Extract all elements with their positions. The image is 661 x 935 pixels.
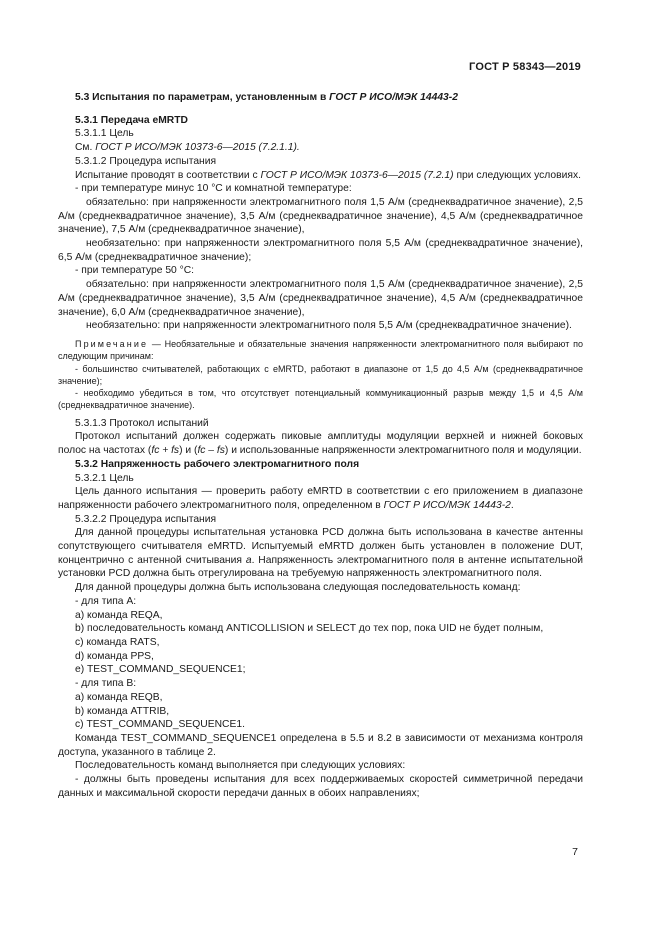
subsection-heading-5-3-2: 5.3.2 Напряженность рабочего электромагнитного поля [75,458,360,470]
section-title: 5.3 Испытания по параметрам, установленным в ГОСТ Р ИСО/МЭК 14443-2 [75,92,458,103]
note-bullet-2: - необходимо убедиться в том, что отсутствует потенциальный коммуникационный разрыв между 1,5 и 4,5 А/м (среднеквадратичное значение). [58,388,583,411]
subsection-heading-5-3-1: 5.3.1 Передача eMRTD [75,114,188,126]
list-item: d) команда PPS, [75,650,154,662]
list-item: с) TEST_COMMAND_SEQUENCE1. [75,719,245,731]
list-item: а) команда REQA, [75,609,163,621]
list-item: а) команда REQB, [75,691,163,703]
note: Примечание — Необязательные и обязательные значения напряженности электромагнитного поля выбирают по следующим причинам: [58,338,583,362]
condition-bullet-cold: - при температуре минус 10 °С и комнатной температуре: [75,183,352,195]
sequence-intro: Для данной процедуры должна быть использована следующая последовательность команд: [75,582,521,594]
condition-bullet-hot: - при температуре 50 °С: [75,265,195,277]
list-item: с) команда RATS, [75,636,160,648]
goal-text: Цель данного испытания — проверить работу eMRTD в соответствии с его приложением в диапазоне напряженности рабочего электромагнитного поля, определенном в ГОСТ Р ИСО/МЭК 14443-2. [58,486,583,511]
clause-5-3-1-2: 5.3.1.2 Процедура испытания [75,155,217,167]
protocol-text: Протокол испытаний должен содержать пиковые амплитуды модуляции верхней и нижней боковых полос на частотах (fc + fs) и (fc – fs) и использованные напряженности электромагнитного поля и модуляции. [58,431,583,457]
page-content [58,91,583,800]
clause-5-3-1-3: 5.3.1.3 Протокол испытаний [75,417,209,429]
note-label: Примечание [75,338,149,349]
clause-5-3-2-2: 5.3.2.2 Процедура испытания [75,513,217,525]
optional-values-hot: необязательно: при напряженности электромагнитного поля 5,5 А/м (среднеквадратичное значение). [86,320,572,332]
condition-bullet: - должны быть проведены испытания для всех поддерживаемых скоростей симметричной передачи данных и максимальной скорости передачи данных в обоих направлениях; [58,774,583,799]
procedure-text: Испытание проводят в соответствии с ГОСТ Р ИСО/МЭК 10373-6—2015 (7.2.1) при следующих условиях. [75,169,581,181]
type-a-bullet: - для типа А: [75,595,137,607]
note-bullet-1: - большинство считывателей, работающих с eMRTD, работают в диапазоне от 1,5 до 4,5 А/м (среднеквадратичное значение); [58,363,583,386]
conditions-intro: Последовательность команд выполняется при следующих условиях: [75,760,406,772]
clause-5-3-1-1: 5.3.1.1 Цель [75,128,134,140]
mandatory-values-hot: обязательно: при напряженности электромагнитного поля 1,5 А/м (среднеквадратичное значение), 2,5 А/м (среднеквадратичное значение), 3,5 А/м (среднеквадратичное значение), 4,5 А/м (среднеквадратичное значение), 6,0 А/м (среднеквадратичное значение), [58,279,583,318]
list-item: b) последовательность команд ANTICOLLISION и SELECT до тех пор, пока UID не будет полным, [75,623,544,635]
optional-values-cold: необязательно: при напряженности электромагнитного поля 5,5 А/м (среднеквадратичное значение), 6,5 А/м (среднеквадратичное значение); [58,238,583,263]
list-item: е) TEST_COMMAND_SEQUENCE1; [75,664,246,676]
document-code: ГОСТ Р 58343—2019 [469,61,581,73]
clause-5-3-2-1: 5.3.2.1 Цель [75,472,134,484]
procedure-setup-text: Для данной процедуры испытательная установка PCD должна быть использована в качестве антенны сопутствующего считывателя eMRTD. Испытуемый eMRTD должен быть установлен в положение DUT, концентрично с антенной считывания а. Напряженность электромагнитного поля в антенне испытательной установки PCD должна быть отрегулирована на требуемую напряженность электромагнитного поля. [58,527,583,580]
command-definition: Команда TEST_COMMAND_SEQUENCE1 определена в 5.5 и 8.2 в зависимости от механизма контроля доступа, указанного в таблице 2. [58,732,583,758]
see-reference: См. ГОСТ Р ИСО/МЭК 10373-6—2015 (7.2.1.1). [75,142,300,154]
page-number: 7 [572,846,578,858]
type-b-bullet: - для типа В: [75,678,137,690]
mandatory-values-cold: обязательно: при напряженности электромагнитного поля 1,5 А/м (среднеквадратичное значение), 2,5 А/м (среднеквадратичное значение), 3,5 А/м (среднеквадратичное значение), 4,5 А/м (среднеквадратичное значение), 7,5 А/м (среднеквадратичное значение), [58,196,583,236]
list-item: b) команда ATTRIB, [75,705,170,717]
